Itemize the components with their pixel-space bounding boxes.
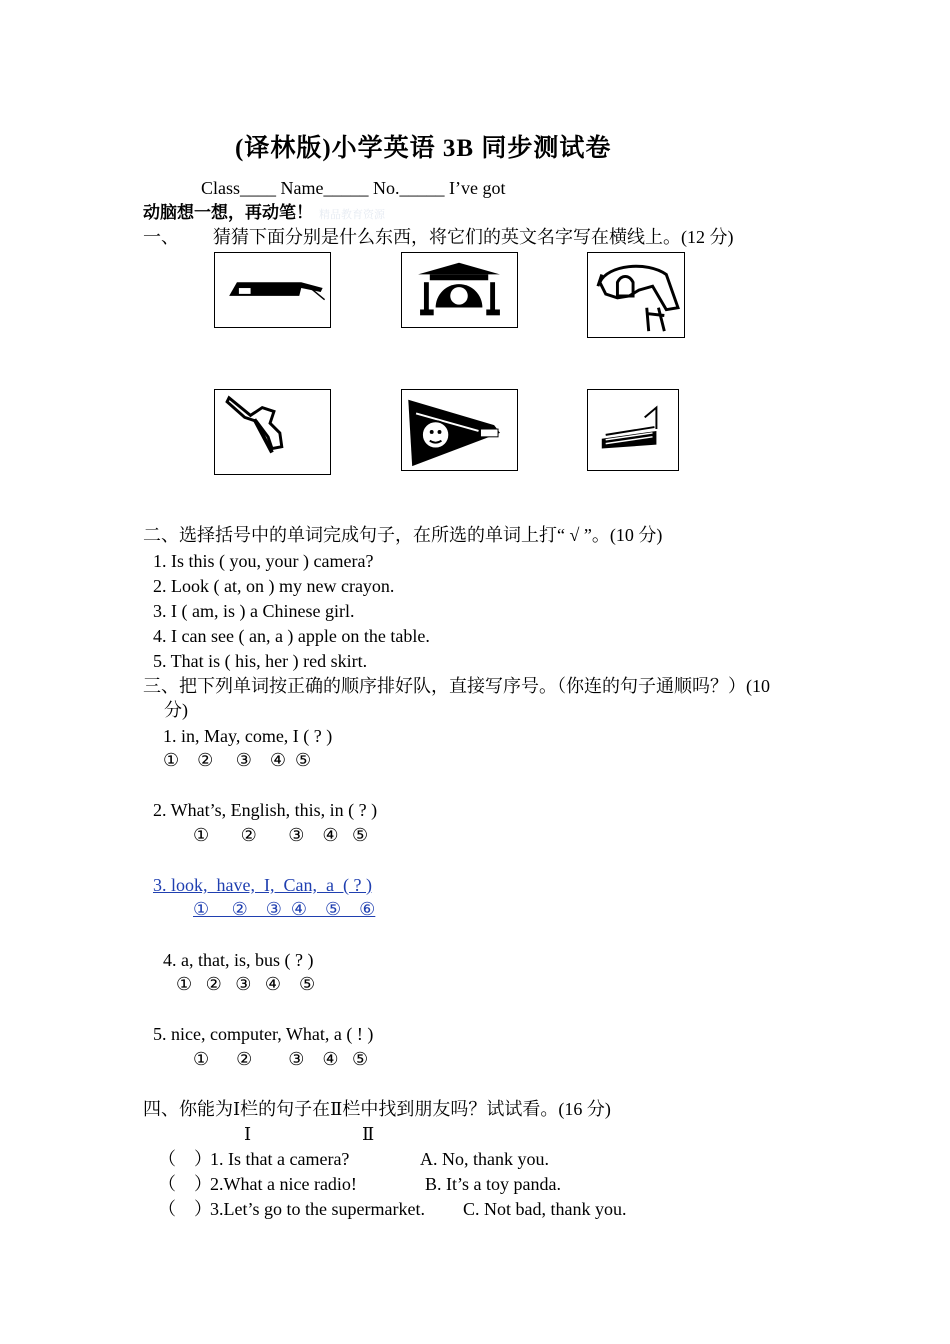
sharpener-icon [401,389,518,471]
section2-item-5: 5. That is ( his, her ) red skirt. [153,651,368,671]
page-title: (译林版)小学英语 3B 同步测试卷 [235,135,612,162]
section3-heading: 三、把下列单词按正确的顺序排好队，直接写序号。（你连的句子通顺吗？）(10 [143,676,770,696]
answer-paren-1[interactable]: （ ） [158,1149,212,1169]
match-left-1: 1. Is that a camera? [210,1149,350,1169]
section3-item-4-numbers: ① ② ③ ④ ⑤ [176,974,316,994]
section3-item-1-numbers: ① ② ③ ④ ⑤ [163,750,312,770]
pencil-case-icon [214,252,331,328]
book-icon [587,389,679,471]
section2-item-4: 4. I can see ( an, a ) apple on the table. [153,626,430,646]
section1-heading: 猜猜下面分别是什么东西，将它们的英文名字写在横线上。(12 分) [213,227,734,247]
section3-item-3-numbers[interactable]: ① ② ③ ④ ⑤ ⑥ [193,899,376,919]
section3-item-5-numbers: ① ② ③ ④ ⑤ [193,1049,369,1069]
column-2-label: Ⅱ [362,1124,375,1144]
faint-watermark-text: 精品教育资源 [319,209,385,221]
match-right-a: A. No, thank you. [420,1149,549,1169]
section3-item-2-numbers: ① ② ③ ④ ⑤ [193,825,369,845]
column-1-label: Ⅰ [244,1124,252,1144]
student-info-line: Class____ Name_____ No._____ I’ve got [201,178,506,198]
section2-item-3: 3. I ( am, is ) a Chinese girl. [153,601,355,621]
section3-item-4-words: 4. a, that, is, bus ( ? ) [163,950,314,970]
section2-item-2: 2. Look ( at, on ) my new crayon. [153,576,395,596]
answer-paren-2[interactable]: （ ） [158,1174,212,1194]
section3-item-5-words: 5. nice, computer, What, a ( ! ) [153,1024,374,1044]
section3-item-1-words: 1. in, May, come, I ( ? ) [163,726,333,746]
section2-item-1: 1. Is this ( you, your ) camera? [153,551,374,571]
section1-num: 一、 [143,227,179,247]
match-left-2: 2.What a nice radio! [210,1174,357,1194]
section3-item-2-words: 2. What’s, English, this, in ( ? ) [153,800,378,820]
encourage-text: 动脑想一想，再动笔！ [143,203,313,223]
ruler-icon [214,389,331,475]
match-right-b: B. It’s a toy panda. [425,1174,561,1194]
encourage-line [143,201,385,226]
desk-lamp-icon [401,252,518,328]
section3-item-3-words[interactable] [143,874,372,896]
answer-paren-3[interactable]: （ ） [158,1199,212,1219]
section3-heading-cont: 分) [164,700,188,720]
section3-item-3-words-text: 3. look, have, I, Can, a ( ? ) [153,875,372,895]
section2-heading: 二、选择括号中的单词完成句子，在所选的单词上打“ √ ”。(10 分) [143,525,663,545]
match-right-c: C. Not bad, thank you. [463,1199,627,1219]
section4-heading: 四、你能为Ⅰ栏的句子在Ⅱ栏中找到朋友吗？试试看。(16 分) [143,1099,611,1119]
match-left-3: 3.Let’s go to the supermarket. [210,1199,425,1219]
toy-horse-icon [587,252,685,338]
